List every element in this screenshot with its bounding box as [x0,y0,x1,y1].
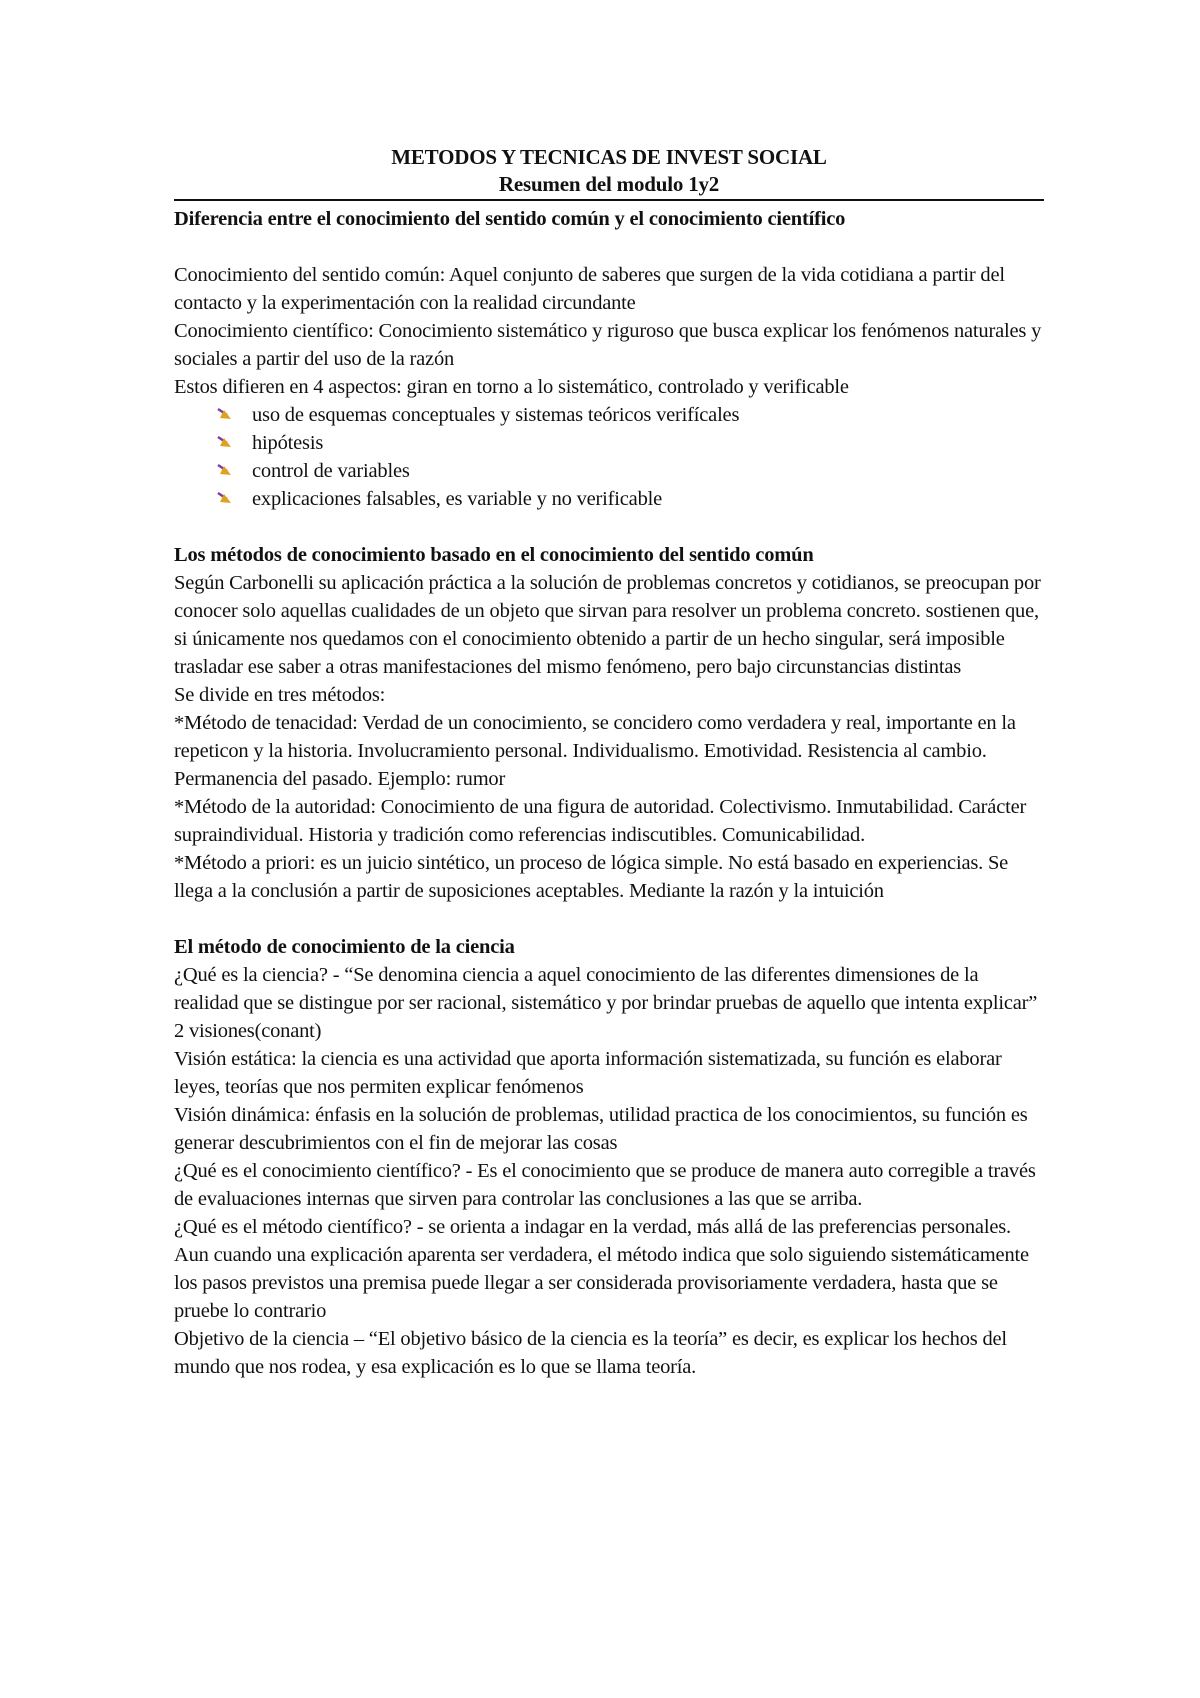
arrow-bullet-icon [216,491,234,507]
paragraph: *Método a priori: es un juicio sintético, un proceso de lógica simple. No está basado en experiencias. Se llega a la conclusión a partir de suposiciones aceptables. Mediante la razón y la intuición [174,852,1009,902]
bullet-list [174,401,1044,513]
paragraph: *Método de la autoridad: Conocimiento de una figura de autoridad. Colectivismo. Inmutabilidad. Carácter supraindividual. Historia y tradición como referencias indiscutibles. Comunicabilidad. [174,796,1027,846]
list-item-text: explicaciones falsables, es variable y no verificable [252,488,663,510]
paragraph: *Método de tenacidad: Verdad de un conocimiento, se concidero como verdadera y real, importante en la repeticon y la historia. Involucramiento personal. Individualismo. Emotividad. Resistencia al cambio. Permanencia del pasado. Ejemplo: rumor [174,712,1016,790]
arrow-bullet-icon [216,463,234,479]
document-subtitle: Resumen del modulo 1y2 [498,172,720,196]
paragraph: Visión dinámica: énfasis en la solución de problemas, utilidad practica de los conocimientos, su función es generar descubrimientos con el fin de mejorar las cosas [174,1104,1028,1154]
list-item-text: uso de esquemas conceptuales y sistemas teóricos verifícales [252,404,740,426]
paragraph: Conocimiento científico: Conocimiento sistemático y riguroso que busca explicar los fenómenos naturales y sociales a partir del uso de la razón [174,320,1042,370]
paragraph: Se divide en tres métodos: [174,684,386,706]
paragraph: Visión estática: la ciencia es una actividad que aporta información sistematizada, su función es elaborar leyes, teorías que nos permiten explicar fenómenos [174,1048,1002,1098]
section-heading: El método de conocimiento de la ciencia [174,936,515,958]
list-item [216,401,1044,429]
paragraph: ¿Qué es la ciencia? - “Se denomina ciencia a aquel conocimiento de las diferentes dimensiones de la realidad que se distingue por ser racional, sistemático y por brindar pruebas de aquello que intenta explicar” 2 visiones(conant) [174,964,1038,1042]
section-heading: Diferencia entre el conocimiento del sentido común y el conocimiento científico [174,208,846,230]
list-item [216,457,1044,485]
list-item [216,429,1044,457]
title-block [174,144,1044,198]
section-heading: Los métodos de conocimiento basado en el conocimiento del sentido común [174,544,814,566]
document-title: METODOS Y TECNICAS DE INVEST SOCIAL [391,145,827,169]
list-item-text: control de variables [252,460,410,482]
paragraph: ¿Qué es el método científico? - se orienta a indagar en la verdad, más allá de las preferencias personales. Aun cuando una explicación aparenta ser verdadera, el método indica que solo siguiendo sistemáticamente los pasos previstos una premisa puede llegar a ser considerada provisoriamente verdadera, hasta que se pruebe lo contrario [174,1216,1029,1322]
title-divider [174,199,1044,201]
paragraph: Objetivo de la ciencia – “El objetivo básico de la ciencia es la teoría” es decir, es explicar los hechos del mundo que nos rodea, y esa explicación es lo que se llama teoría. [174,1328,1007,1378]
list-item [216,485,1044,513]
arrow-bullet-icon [216,435,234,451]
list-item-text: hipótesis [252,432,324,454]
arrow-bullet-icon [216,407,234,423]
document-content [174,144,1044,1381]
spacer [174,905,1044,933]
paragraph: Según Carbonelli su aplicación práctica a la solución de problemas concretos y cotidianos, se preocupan por conocer solo aquellas cualidades de un objeto que sirvan para resolver un problema concreto. sostienen que, si únicamente nos quedamos con el conocimiento obtenido a partir de un hecho singular, será imposible trasladar ese saber a otras manifestaciones del mismo fenómeno, pero bajo circunstancias distintas [174,572,1041,678]
paragraph: Estos difieren en 4 aspectos: giran en torno a lo sistemático, controlado y verificable [174,376,849,398]
paragraph: Conocimiento del sentido común: Aquel conjunto de saberes que surgen de la vida cotidiana a partir del contacto y la experimentación con la realidad circundante [174,264,1005,314]
spacer [174,513,1044,541]
spacer [174,233,1044,261]
paragraph: ¿Qué es el conocimiento científico? - Es el conocimiento que se produce de manera auto corregible a través de evaluaciones internas que sirven para controlar las conclusiones a las que se arriba. [174,1160,1036,1210]
